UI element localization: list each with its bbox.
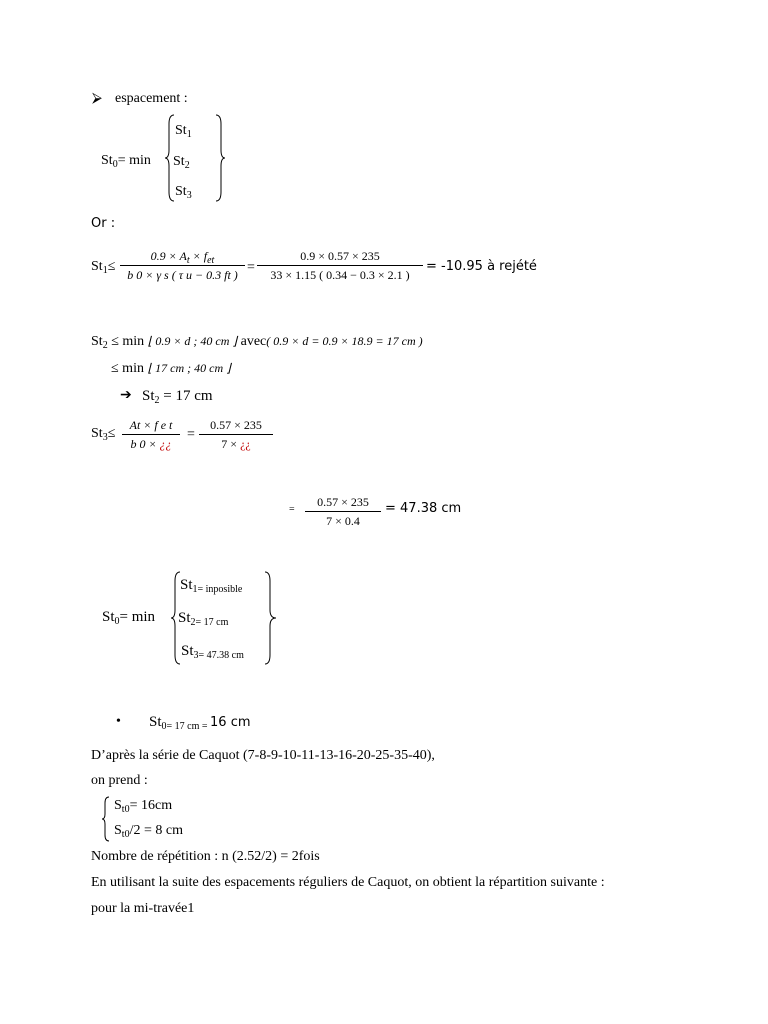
st3-result-fraction: 0.57 × 235 7 × 0.4 [305, 494, 381, 529]
st0-half-choice: $S_{t0}/2 = 8$ cm [114, 823, 183, 840]
st3-lhs: $St_3\le$ [91, 426, 116, 443]
right-brace-icon [215, 114, 227, 202]
repetition-line: Nombre de répétition : n (2.52/2) = 2fois [91, 849, 320, 864]
st1-fraction-formula: $0.9 \times A_t \times f_{et}$ b 0 × γ s ( τ u − 0.3 ft ) [120, 248, 245, 283]
st2-final-item: $St_{2= 17 cm}$ [178, 610, 229, 628]
st3-result-value: = 47.38 cm [385, 501, 462, 516]
st3-fraction-formula: At × f e t b 0 × ¿¿ [122, 417, 180, 452]
bullet-icon: • [116, 714, 121, 729]
st2-item: $St_2$ [173, 154, 190, 171]
right-arrow-icon: ➔ [120, 388, 132, 403]
st1-result: = -10.95 à rejété [426, 259, 537, 274]
st0-label: $St_0= \min$ [101, 153, 151, 170]
st2-line1: $St_2 \le \min$ ⌊ 0.9 × d ; 40 cm ⌋ avec( 0.9 × d = 0.9 × 18.9 = 17 cm ) [91, 334, 423, 351]
or-label: Or : [91, 216, 116, 231]
st0-result-item: $St_{0= 17 cm}$ $_=$ 16 cm [149, 714, 251, 732]
st1-item: $St_1$ [175, 123, 192, 140]
st1-final-item: $St_{1= inposible}$ [180, 577, 243, 595]
st1-lhs: $St_1\le$ [91, 259, 116, 276]
st1-equals: = [247, 260, 255, 275]
st3-item: $St_3$ [175, 184, 192, 201]
st3-result-equals: = [289, 504, 295, 515]
left-brace-icon [101, 796, 111, 842]
st3-fraction-values: 0.57 × 235 7 × ¿¿ [199, 417, 273, 452]
caquot-series-line: D’après la série de Caquot (7-8-9-10-11-13-16-20-25-35-40), [91, 748, 435, 763]
st0-final-label: $St_0= \min$ [102, 609, 156, 627]
st2-result: $St_2 = 17$ cm [142, 388, 213, 406]
right-brace-icon [264, 571, 278, 665]
st1-fraction-values: 0.9 × 0.57 × 235 33 × 1.15 ( 0.34 − 0.3 × 2.1 ) [257, 248, 423, 283]
st3-equals: = [187, 427, 195, 442]
st2-line2: ≤ min ⌊ 17 cm ; 40 cm ⌋ [111, 361, 231, 376]
st0-choice: $S_{t0}= 16cm$ [114, 798, 173, 815]
st3-final-item: $St_{3= 47.38 cm}$ [181, 643, 244, 661]
repartition-line: En utilisant la suite des espacements réguliers de Caquot, on obtient la répartition suivante : [91, 875, 605, 890]
espacement-label: espacement : [115, 91, 188, 106]
arrow-bullet-icon: ⮚ [92, 91, 102, 106]
mi-travee-line: pour la mi-travée1 [91, 901, 195, 916]
on-prend-line: on prend : [91, 773, 148, 788]
